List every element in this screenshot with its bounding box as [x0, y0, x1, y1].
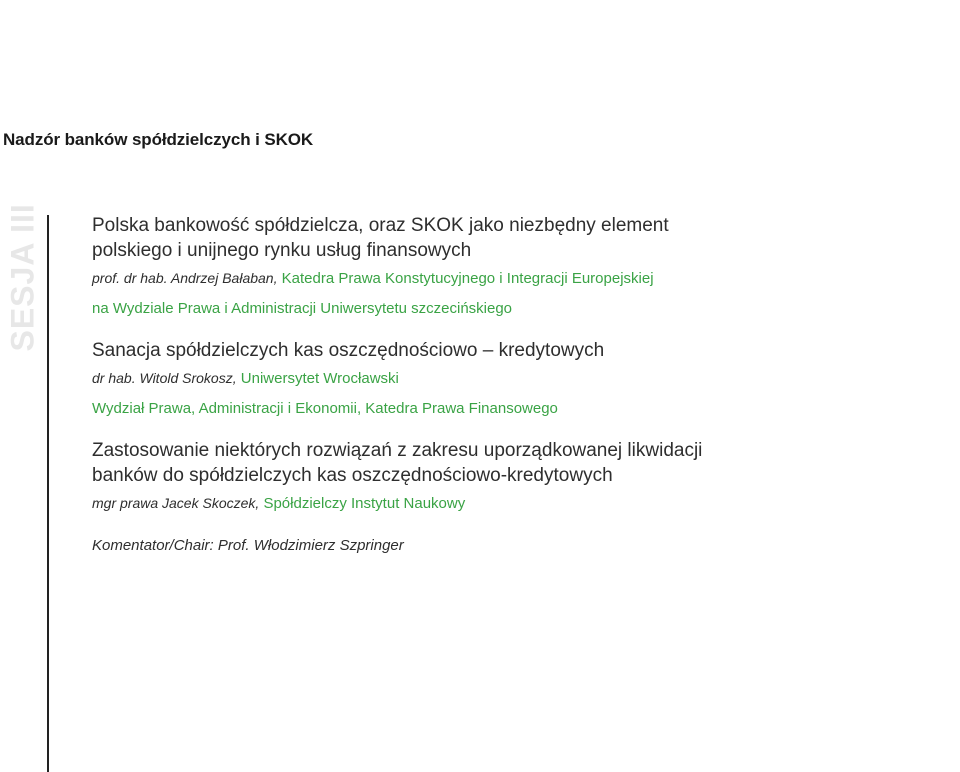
talk-2-title: Sanacja spółdzielczych kas oszczędnościowo – kredytowych: [92, 340, 605, 361]
section-title: Nadzór banków spółdzielczych i SKOK: [3, 130, 314, 149]
talk-2-author-line: [92, 363, 942, 394]
session-chair: Komentator/Chair: Prof. Włodzimierz Szpringer: [92, 537, 404, 554]
talk-1-author-line: [92, 263, 942, 294]
session-label: SESJA III: [4, 203, 41, 352]
talk-2-author: dr hab. Witold Srokosz,: [92, 370, 237, 386]
talk-3-title-line2: banków do spółdzielczych kas oszczędnościowo-kredytowych: [92, 465, 613, 486]
talk-2: [92, 338, 942, 424]
talk-1: [92, 213, 942, 324]
talk-3: [92, 438, 942, 519]
talk-1-title-line2: polskiego i unijnego rynku usług finansowych: [92, 240, 472, 261]
talk-1-affiliation-line1: Katedra Prawa Konstytucyjnego i Integracji Europejskiej: [277, 270, 654, 287]
talk-3-author: mgr prawa Jacek Skoczek,: [92, 495, 260, 511]
session-program: [92, 213, 942, 569]
talk-3-author-line: [92, 488, 942, 519]
talk-1-affiliation-line2: na Wydziale Prawa i Administracji Uniwersytetu szczecińskiego: [92, 300, 513, 317]
talk-2-affiliation-line2: Wydział Prawa, Administracji i Ekonomii, Katedra Prawa Finansowego: [92, 400, 558, 417]
talk-2-affiliation-line1: Uniwersytet Wrocławski: [236, 370, 399, 387]
talk-1-title-line1: Polska bankowość spółdzielcza, oraz SKOK jako niezbędny element: [92, 215, 669, 236]
talk-3-affiliation: Spółdzielczy Instytut Naukowy: [259, 495, 466, 512]
talk-3-title-line1: Zastosowanie niektórych rozwiązań z zakresu uporządkowanej likwidacji: [92, 440, 703, 461]
talk-1-author: prof. dr hab. Andrzej Bałaban,: [92, 270, 278, 286]
vertical-divider: [47, 215, 49, 772]
